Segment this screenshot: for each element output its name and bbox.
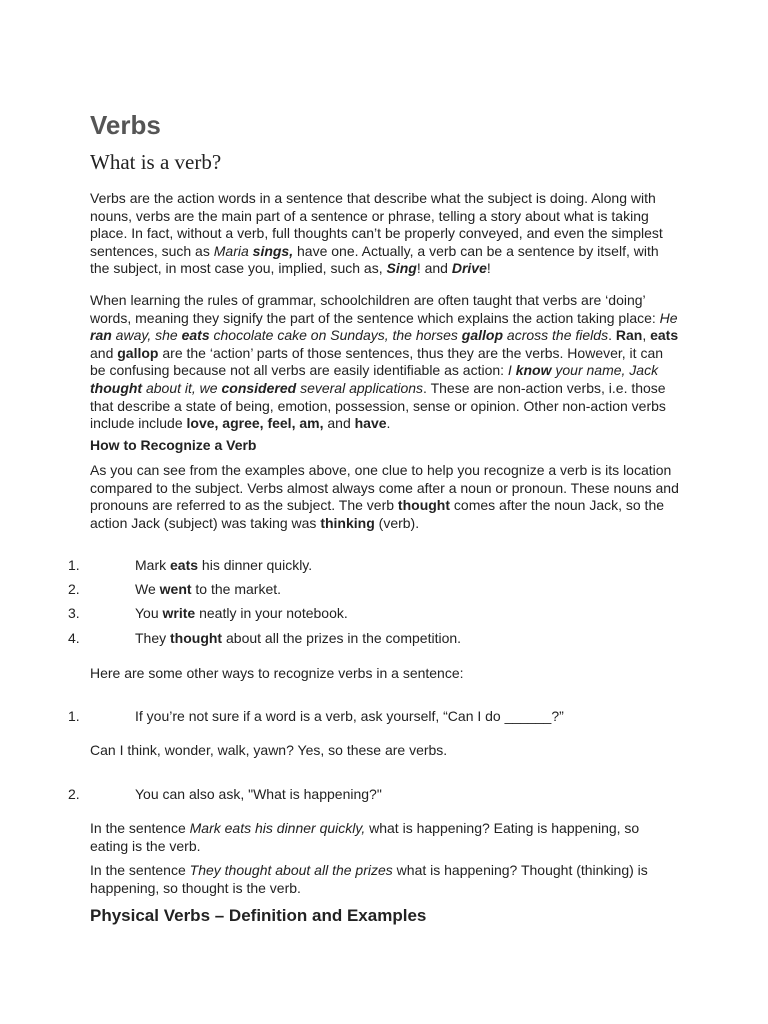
subheading-physical-verbs: Physical Verbs – Definition and Examples [90, 906, 427, 925]
paragraph-they-thought: In the sentence They thought about all the prizes what is happening? Thought (thinking) is happening, so thought is the verb. [90, 862, 648, 896]
paragraph-mark-eats: In the sentence Mark eats his dinner quickly, what is happening? Eating is happening, so eating is the verb. [90, 820, 640, 854]
page-title: Verbs [90, 110, 161, 140]
subheading-recognize-verb: How to Recognize a Verb [90, 437, 257, 453]
paragraph-can-i-think: Can I think, wonder, walk, yawn? Yes, so these are verbs. [90, 742, 448, 758]
paragraph-doing-words: When learning the rules of grammar, schoolchildren are often taught that verbs are ‘doing’ words, meaning they signify the part of the sentence which explains the action taking place: He ran away, she eats chocolate cake on Sundays, the horses gallop across the fields. Ran, eats and gallop are the ‘action’ parts of those sentences, thus they are the verbs. However, it can be confusing because not all verbs are easily identifiable as action: I know your name, Jack thought about it, we considered several applications. These are non-action verbs, i.e. those that describe a state of being, emotion, possession, sense or opinion. Other non-action verbs include include love, agree, feel, am, and have. [90, 292, 679, 432]
paragraph-location-clue: As you can see from the examples above, one clue to help you recognize a verb is its location compared to the subject. Verbs almost always come after a noun or pronoun. These nouns and pronouns are referred to as the subject. The verb thought comes after the noun Jack, so the action Jack (subject) was taking was thinking (verb). [90, 462, 679, 531]
document-page: Verbs What is a verb? Verbs are the action words in a sentence that describe what the subject is doing. Along with nouns, verbs are the main part of a sentence or phrase, telling a story about what is taking place. In fact, without a verb, full thoughts can’t be properly conveyed, and even the simplest sentences, such as Maria sings, have one. Actually, a verb can be a sentence by itself, with the subject, in most case you, implied, such as, Sing! and Drive! When learning the rules of grammar, schoolchildren are often taught that verbs are ‘doing’ words, meaning they signify the part of the sentence which explains the action taking place: He ran away, she eats chocolate cake on Sundays, the horses gallop across the fields. Ran, eats and gallop are the ‘action’ parts of those sentences, thus they are the verbs. However, it can be confusing because not all verbs are easily identifiable as action: I know your name, Jack thought about it, we considered several applications. These are non-action verbs, i.e. those that describe a state of being, emotion, possession, sense or opinion. Other non-action verbs include include love, agree, feel, am, and have. How to Recognize a Verb As you can see from the examples above, one clue to help you recognize a verb is its location compared to the subject. Verbs almost always come after a noun or pronoun. These nouns and pronouns are referred to as the subject. The verb thought comes after the noun Jack, so the action Jack (subject) was taking was thinking (verb). 1. Mark eats his dinner quickly. 2. We went to the market. 3. You write neatly in your notebook. 4. They thought about all the prizes in the competition. Here are some other ways to recognize verbs in a sentence: 1. If you’re not sure if a word is a verb, ask yourself, “Can I do ______?” Can I think, wonder, walk, yawn? Yes, so these are verbs. 2. You can also ask, "What is happening?" In the sentence Mark eats his dinner quickly, what is happening? Eating is happening, so eating is the verb. In the sentence They thought about all the prizes what is happening? Thought (thinking) is happening, so thought is the verb. Physical Verbs – Definition and Examples [68, 110, 679, 925]
section-heading-what-is-a-verb: What is a verb? [90, 150, 222, 174]
paragraph-intro: Verbs are the action words in a sentence that describe what the subject is doing. Along with nouns, verbs are the main part of a sentence or phrase, telling a story about what is taking place. In fact, without a verb, full thoughts can’t be properly conveyed, and even the simplest sentences, such as Maria sings, have one. Actually, a verb can be a sentence by itself, with the subject, in most case you, implied, such as, Sing! and Drive! [90, 190, 663, 277]
paragraph-other-ways: Here are some other ways to recognize verbs in a sentence: [90, 665, 464, 681]
